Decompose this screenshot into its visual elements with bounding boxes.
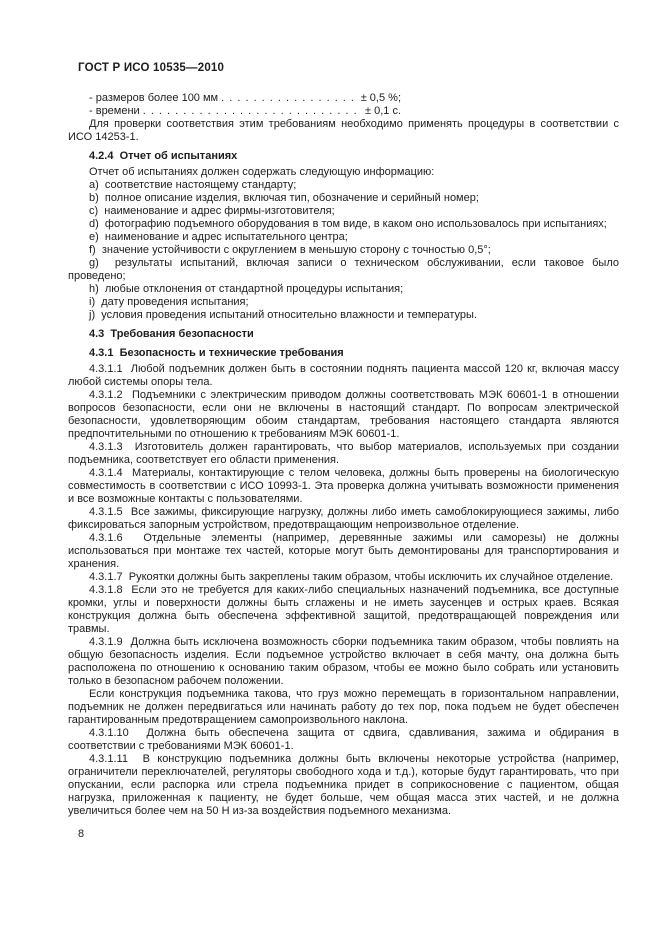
section-heading-4-3-1: 4.3.1 Безопасность и технические требования (89, 347, 344, 359)
paragraph-4-3-1-10: 4.3.1.10 Должна быть обеспечена защита от сдвига, сдавливания, зажима и обдирания в соответствии с требованиями МЭК 60601-1. (68, 727, 619, 752)
list-item-h: h) любые отклонения от стандартной процедуры испытания; (89, 283, 404, 295)
list-item-f: f) значение устойчивости с округлением в меньшую сторону с точностью 0,5°; (89, 244, 491, 256)
paragraph-4-3-1-4: 4.3.1.4 Материалы, контактирующие с телом человека, должны быть проверены на биологическую совместимость в соответствии с ИСО 10993-1. Эта проверка должна учитывать возможности применения и все возможные контакты с пользователями. (68, 467, 619, 505)
list-item-a: a) соответствие настоящему стандарту; (89, 179, 297, 191)
paragraph-iso-14253: Для проверки соответствия этим требованиям необходимо применять процедуры в соответствии с ИСО 14253-1. (68, 118, 619, 143)
list-item-g: g) результаты испытаний, включая записи о техническом обслуживании, если таковое было проведено; (68, 257, 619, 282)
tolerance-label: - размеров более 100 мм (89, 92, 219, 104)
tolerance-row (89, 105, 401, 118)
tolerance-label: - времени (89, 105, 140, 117)
paragraph-4-3-1-6: 4.3.1.6 Отдельные элементы (например, деревянные зажимы или саморезы) не должны использоваться при монтаже тех частей, которые могут быть демонтированы для транспортирования и хранения. (68, 532, 619, 570)
paragraph-4-3-1-2: 4.3.1.2 Подъемники с электрическим приводом должны соответствовать МЭК 60601-1 в отношении вопросов безопасности, если они не включены в настоящий стандарт. По вопросам электрической безопасности, удовлетворяющим обоим стандартам, требования настоящего стандарта являются предпочтительными по отношению к требованиям МЭК 60601-1. (68, 389, 619, 440)
list-item-c: c) наименование и адрес фирмы-изготовителя; (89, 205, 335, 217)
tolerance-value: ± 0,5 %; (360, 92, 401, 104)
list-item-d: d) фотографию подъемного оборудования в том виде, в каком оно использовалось при испытаниях; (89, 218, 607, 230)
paragraph-4-3-1-9: 4.3.1.9 Должна быть исключена возможность сборки подъемника таким образом, чтобы повлиять на общую безопасность изделия. Если подъемное устройство включает в себя мачту, она должна быть расположена по отношению к основанию таким образом, чтобы ее можно было собрать или установить только в безопасном рабочем положении. (68, 636, 619, 687)
paragraph-report-intro: Отчет об испытаниях должен содержать следующую информацию: (89, 166, 435, 178)
section-heading-4-3: 4.3 Требования безопасности (89, 328, 254, 340)
tolerance-row (89, 92, 401, 105)
list-item-i: i) дату проведения испытания; (89, 296, 249, 308)
paragraph-4-3-1-3: 4.3.1.3 Изготовитель должен гарантировать, что выбор материалов, используемых при создании подъемника, соответствует его области применения. (68, 441, 619, 466)
section-heading-4-2-4: 4.2.4 Отчет об испытаниях (89, 150, 238, 162)
page-number: 8 (78, 828, 85, 840)
dot-leader (221, 92, 358, 105)
paragraph-4-3-1-11: 4.3.1.11 В конструкцию подъемника должны быть включены некоторые устройства (например, ограничители переключателей, регуляторы свободного хода и т.д.), которые будут гарантировать, что при опускании, если распорка или стрела подъемника придет в соприкосновение с пациентом, общая нагрузка, приложенная к пациенту, не будет больше, чем общая масса этих частей, и не должна увеличиться более чем на 50 Н из-за воздействия подъемного механизма. (68, 753, 619, 817)
document-header-title: ГОСТ Р ИСО 10535—2010 (78, 62, 225, 74)
list-item-b: b) полное описание изделия, включая тип, обозначение и серийный номер; (89, 192, 479, 204)
dot-leader (143, 105, 362, 118)
list-item-e: e) наименование и адрес испытательного центра; (89, 231, 348, 243)
document-content (68, 92, 619, 818)
paragraph-4-3-1-8: 4.3.1.8 Если это не требуется для каких-либо специальных назначений подъемника, все доступные кромки, углы и поверхности должны быть сглажены и не иметь заусенцев и острых краев. Всякая конструкция должна быть обеспечена эффективной защитой, предотвращающей повреждения или травмы. (68, 584, 619, 635)
paragraph-4-3-1-1: 4.3.1.1 Любой подъемник должен быть в состоянии поднять пациента массой 120 кг, включая массу любой системы опоры тела. (68, 363, 619, 388)
paragraph-4-3-1-5: 4.3.1.5 Все зажимы, фиксирующие нагрузку, должны либо иметь самоблокирующиеся зажимы, либо фиксироваться запорным устройством, предотвращающим непроизвольное отделение. (68, 506, 619, 531)
list-item-j: j) условия проведения испытаний относительно влажности и температуры. (89, 309, 477, 321)
paragraph-4-3-1-9-continued: Если конструкция подъемника такова, что груз можно перемещать в горизонтальном направлении, подъемник не должен передвигаться или начинать работу до тех пор, пока подъем не будет обеспечен гарантированным предотвращением самопроизвольного наклона. (68, 688, 619, 726)
tolerance-value: ± 0,1 с. (365, 105, 401, 117)
paragraph-4-3-1-7: 4.3.1.7 Рукоятки должны быть закреплены таким образом, чтобы исключить их случайное отделение. (89, 571, 614, 583)
